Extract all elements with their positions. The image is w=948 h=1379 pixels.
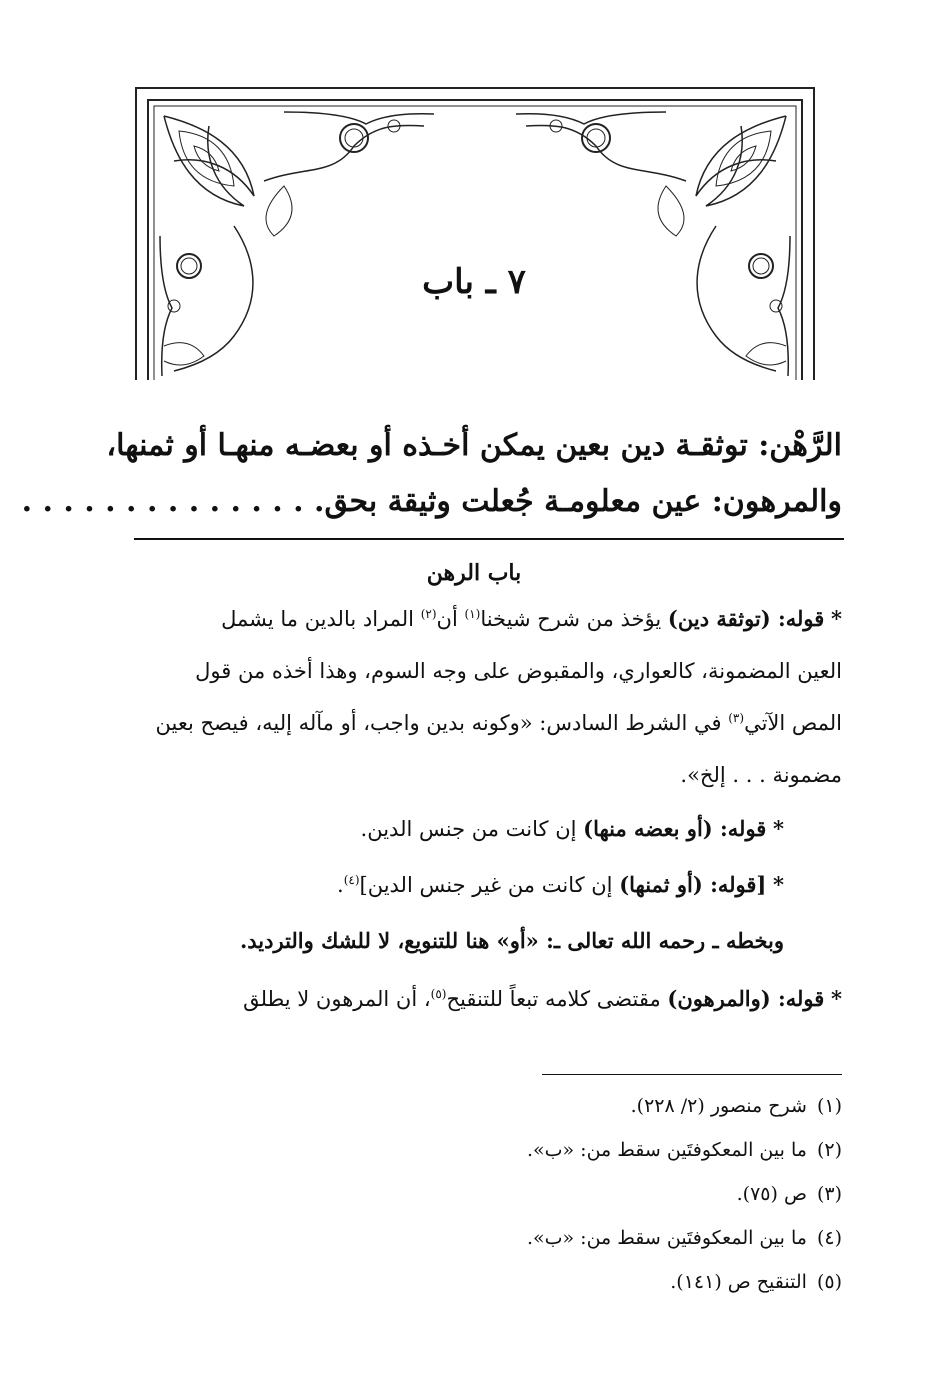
footnote-5 [300, 1268, 842, 1296]
matn-line-1: الرَّهْن: توثقـة دين بعين يمكن أخـذه أو بعضـه منهـا أو ثمنها، [106, 428, 842, 463]
qawluhu-lead: [قوله: (أو ثمنها) [619, 872, 767, 897]
footnote-number: (٣) [816, 1183, 842, 1205]
footnote-number: (٢) [816, 1139, 842, 1161]
footnote-text: شرح منصور (٢/ ٢٢٨). [630, 1095, 807, 1117]
text-segment: مقتضى كلامه تبعاً للتنقيح [446, 987, 661, 1011]
footnote-2 [300, 1136, 842, 1164]
commentary-p1-line-2: العين المضمونة، كالعواري، والمقبوض على وجه السوم، وهذا أخذه من قول [195, 659, 842, 683]
footnote-1 [300, 1092, 842, 1120]
commentary-p3 [132, 870, 842, 900]
footnote-ref-4[interactable]: (٤) [343, 873, 360, 887]
qawluhu-lead: قوله: (توثقة دين) [667, 606, 825, 631]
text-segment: أن [436, 607, 458, 631]
footnote-divider [542, 1074, 842, 1075]
footnote-text: ص (٧٥). [736, 1183, 807, 1205]
text-segment: المراد بالدين ما يشمل [221, 607, 415, 631]
footnote-4 [300, 1224, 842, 1252]
footnote-text: ما بين المعكوفتَين سقط من: «ب». [526, 1139, 807, 1161]
footnote-ref-2[interactable]: (٢) [420, 607, 437, 621]
text-segment: في الشرط السادس: «وكونه بدين واجب، أو مآله إليه، فيصح بعين [155, 711, 722, 735]
commentary-p1-line-4: مضمونة . . . إلخ». [680, 763, 842, 787]
footnote-number: (٥) [816, 1271, 842, 1293]
qawluhu-lead: قوله: (والمرهون) [667, 986, 825, 1011]
commentary-p4 [132, 926, 842, 956]
qawluhu-lead: قوله: (أو بعضه منها) [583, 816, 767, 841]
commentary-p1-line-3 [132, 708, 842, 738]
footnote-3 [300, 1180, 842, 1208]
footnote-number: (٤) [816, 1227, 842, 1249]
text-segment: ، أن المرهون لا يطلق [243, 987, 431, 1011]
commentary-heading: باب الرهن [426, 560, 522, 586]
text-segment: . [337, 873, 344, 897]
commentary-p2 [132, 814, 842, 844]
text-segment: يؤخذ من شرح شيخنا [480, 607, 662, 631]
text-segment: إن كانت من غير جنس الدين] [359, 873, 613, 897]
text-segment: إن كانت من جنس الدين. [360, 817, 577, 841]
bullet-star-icon: * [773, 816, 784, 841]
section-divider [134, 538, 844, 540]
bullet-star-icon: * [773, 872, 784, 897]
bullet-star-icon: * [831, 606, 842, 631]
bullet-star-icon: * [831, 986, 842, 1011]
footnote-ref-1[interactable]: (١) [464, 607, 481, 621]
text-segment: وبخطه ـ رحمه الله تعالى ـ: «أو» هنا للتنويع، لا للشك والترديد. [239, 928, 784, 953]
footnote-number: (١) [816, 1095, 842, 1117]
footnote-text: التنقيح ص (١٤١). [670, 1271, 807, 1293]
footnote-ref-3[interactable]: (٣) [728, 711, 745, 725]
matn-line-2: والمرهون: عين معلومـة جُعلت وثيقة بحق. . . . . . . . . . . . . . . [21, 484, 842, 519]
ornamental-frame [134, 86, 816, 382]
arabesque-border-icon [134, 86, 816, 382]
footnote-ref-5[interactable]: (٥) [430, 987, 447, 1001]
commentary-p1-line-1 [132, 604, 842, 634]
commentary-p5 [132, 984, 842, 1014]
text-segment: المص الآتي [744, 711, 842, 735]
chapter-title: ٧ ـ باب [422, 262, 526, 302]
footnote-text: ما بين المعكوفتَين سقط من: «ب». [526, 1227, 807, 1249]
